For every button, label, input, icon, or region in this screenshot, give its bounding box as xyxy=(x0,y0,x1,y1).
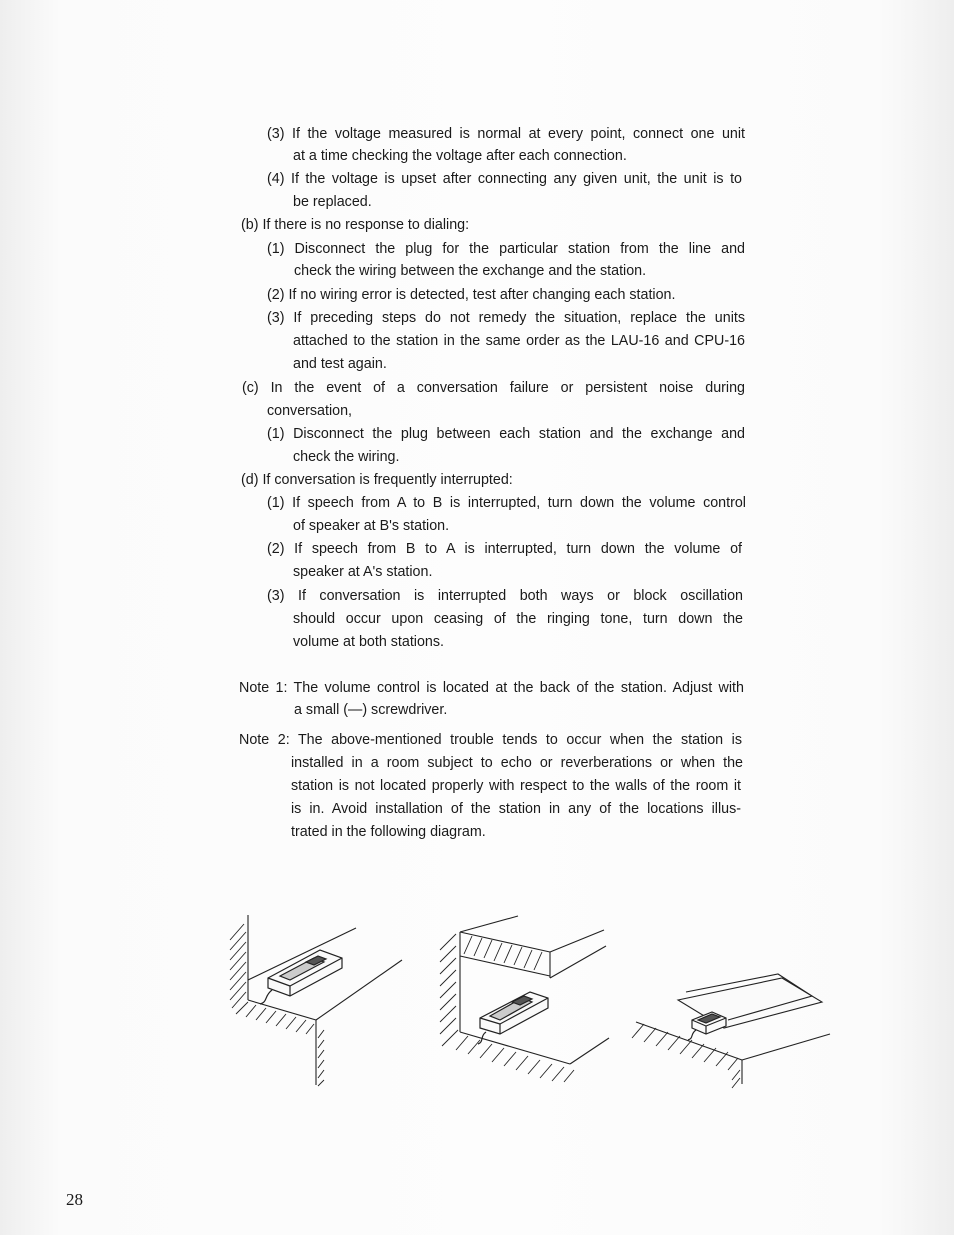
text-line: Note 1: The volume control is located at the back of the station. Adjust with xyxy=(239,680,744,696)
text-line: be replaced. xyxy=(293,194,372,210)
text-line: (2) If speech from B to A is interrupted, turn down the volume of xyxy=(267,541,742,557)
text-line: volume at both stations. xyxy=(293,634,444,650)
page-number: 28 xyxy=(66,1190,83,1209)
text-line: of speaker at B's station. xyxy=(293,518,450,534)
text-line: is in. Avoid installation of the station in any of the locations illus- xyxy=(291,801,741,817)
text-line: (3) If preceding steps do not remedy the situation, replace the units xyxy=(267,310,745,326)
text-line: installed in a room subject to echo or reverberations or when the xyxy=(291,755,743,771)
text-line: conversation, xyxy=(267,403,353,419)
text-line: (3) If conversation is interrupted both ways or block oscillation xyxy=(267,588,743,604)
text-line: Note 2: The above-mentioned trouble tends to occur when the station is xyxy=(239,732,742,748)
text-line: check the wiring. xyxy=(293,449,400,465)
text-line: check the wiring between the exchange and the station. xyxy=(294,263,647,279)
station-in-corner-illustration xyxy=(224,910,414,1090)
text-line: (d) If conversation is frequently interrupted: xyxy=(241,472,513,488)
text-line: station is not located properly with respect to the walls of the room it xyxy=(291,778,741,794)
text-line: a small (—) screwdriver. xyxy=(294,702,448,718)
text-line: (3) If the voltage measured is normal at every point, connect one unit xyxy=(267,126,745,142)
text-line: speaker at A's station. xyxy=(293,564,433,580)
text-line: (1) Disconnect the plug between each station and the exchange and xyxy=(267,426,745,442)
text-line: attached to the station in the same order as the LAU-16 and CPU-16 xyxy=(293,333,745,349)
text-line: (1) Disconnect the plug for the particular station from the line and xyxy=(267,241,745,257)
text-line: should occur upon ceasing of the ringing tone, turn down the xyxy=(293,611,743,627)
text-line: (1) If speech from A to B is interrupted, turn down the volume control xyxy=(267,495,746,511)
text-line: (4) If the voltage is upset after connecting any given unit, the unit is to xyxy=(267,171,742,187)
text-line: and test again. xyxy=(293,356,387,372)
station-covered-by-papers-illustration xyxy=(628,970,838,1090)
text-line: (c) In the event of a conversation failure or persistent noise during xyxy=(242,380,745,396)
text-line: at a time checking the voltage after each connection. xyxy=(293,148,627,164)
text-line: trated in the following diagram. xyxy=(291,824,486,840)
station-under-shelf-illustration xyxy=(434,910,619,1090)
text-line: (b) If there is no response to dialing: xyxy=(241,217,470,233)
text-line: (2) If no wiring error is detected, test after changing each station. xyxy=(267,287,676,303)
